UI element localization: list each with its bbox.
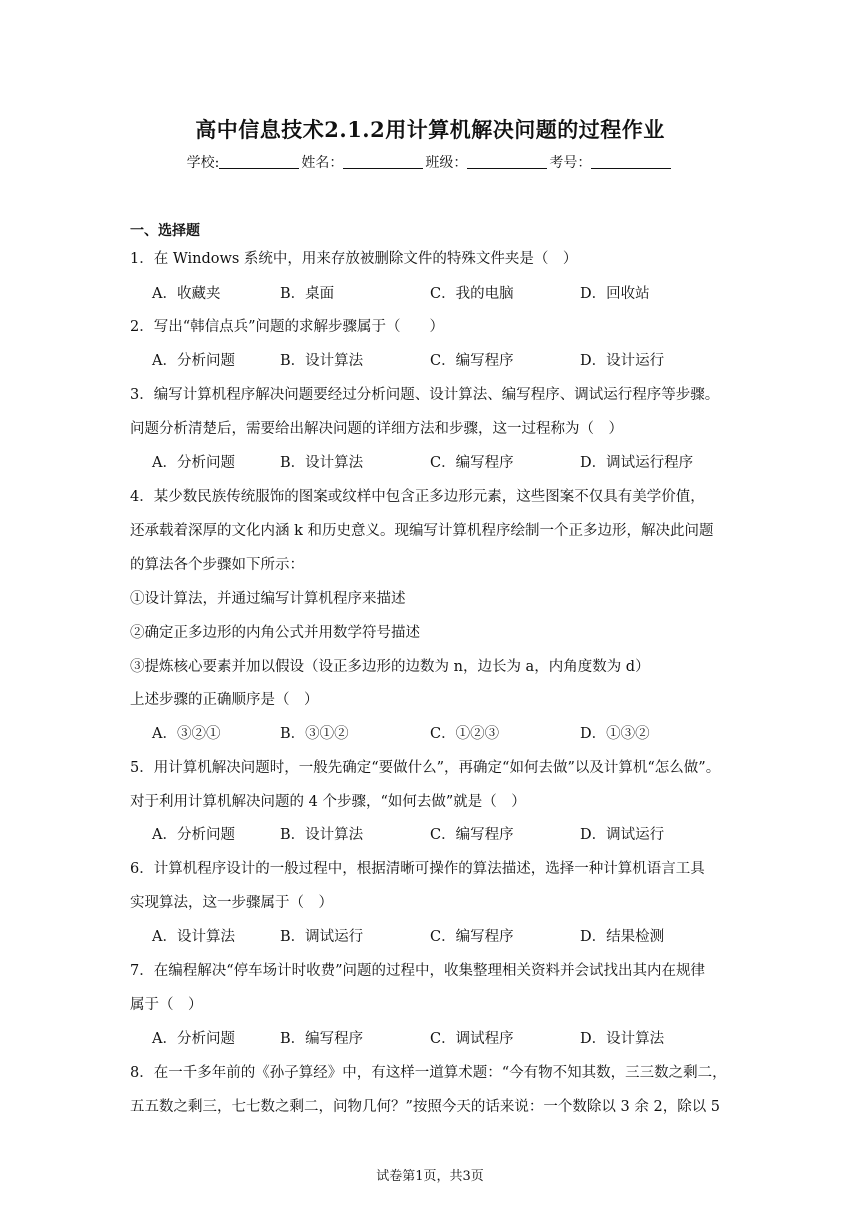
q1-option-a: A．收藏夹: [152, 286, 221, 302]
q2-option-a: A．分析问题: [152, 353, 235, 369]
q6-option-b: B．调试运行: [280, 929, 364, 945]
question-5-line-2: 对于利用计算机解决问题的 4 个步骤，“如何去做”就是（ ）: [130, 794, 526, 810]
page-footer: 试卷第1页，共3页: [376, 1169, 484, 1184]
q3-option-a: A．分析问题: [152, 455, 235, 471]
question-8-line-1: 8．在一千多年前的《孙子算经》中，有这样一道算术题：“今有物不知其数，三三数之剩二，: [130, 1065, 727, 1081]
question-3-line-2: 问题分析清楚后，需要给出解决问题的详细方法和步骤，这一过程称为（ ）: [130, 421, 623, 437]
q3-option-c: C．编写程序: [430, 455, 514, 471]
school-label: 学校:: [186, 155, 220, 171]
q7-option-c: C．调试程序: [430, 1031, 514, 1047]
q2-option-b: B．设计算法: [280, 353, 364, 369]
question-4-step-2: ②确定正多边形的内角公式并用数学符号描述: [130, 625, 420, 641]
q5-option-c: C．编写程序: [430, 827, 514, 843]
question-4-prompt: 上述步骤的正确顺序是（ ）: [130, 692, 319, 708]
question-2-text: 2．写出“韩信点兵”问题的求解步骤属于（ ）: [130, 319, 445, 335]
exam-no-label: 考号：: [549, 155, 592, 171]
q4-option-d: D．①③②: [580, 726, 650, 742]
q7-option-b: B．编写程序: [280, 1031, 364, 1047]
class-blank: [467, 154, 547, 169]
question-7-line-1: 7．在编程解决“停车场计时收费”问题的过程中，收集整理相关资料并会试找出其内在规律: [130, 963, 706, 979]
q1-option-b: B．桌面: [280, 286, 335, 302]
question-8-line-2: 五五数之剩三，七七数之剩二，问物几何？”按照今天的话来说：一个数除以 3 余 2，除以 5: [130, 1099, 721, 1115]
question-4-line-3: 的算法各个步骤如下所示：: [130, 557, 304, 573]
question-7-line-2: 属于（ ）: [130, 997, 203, 1013]
question-6-line-2: 实现算法，这一步骤属于（ ）: [130, 895, 333, 911]
q2-option-c: C．编写程序: [430, 353, 514, 369]
q6-option-d: D．结果检测: [580, 929, 665, 945]
q1-option-c: C．我的电脑: [430, 286, 514, 302]
exam-no-blank: [591, 154, 671, 169]
student-info-line: [0, 152, 860, 172]
class-label: 班级：: [425, 155, 468, 171]
q4-option-b: B．③①②: [280, 726, 349, 742]
question-6-line-1: 6．计算机程序设计的一般过程中，根据清晰可操作的算法描述，选择一种计算机语言工具: [130, 861, 705, 877]
q2-option-d: D．设计运行: [580, 353, 665, 369]
page-title: 高中信息技术2.1.2用计算机解决问题的过程作业: [195, 117, 665, 142]
name-label: 姓名：: [301, 155, 344, 171]
q7-option-d: D．设计算法: [580, 1031, 665, 1047]
q7-option-a: A．分析问题: [152, 1031, 235, 1047]
q4-option-a: A．③②①: [152, 726, 221, 742]
question-1-text: 1．在 Windows 系统中，用来存放被删除文件的特殊文件夹是（ ）: [130, 251, 578, 267]
q4-option-c: C．①②③: [430, 726, 500, 742]
question-4-step-3: ③提炼核心要素并加以假设（设正多边形的边数为 n，边长为 a，内角度数为 d）: [130, 659, 650, 675]
question-3-line-1: 3．编写计算机程序解决问题要经过分析问题、设计算法、编写程序、调试运行程序等步骤。: [130, 387, 720, 403]
question-4-step-1: ①设计算法，并通过编写计算机程序来描述: [130, 591, 406, 607]
q5-option-d: D．调试运行: [580, 827, 665, 843]
q5-option-b: B．设计算法: [280, 827, 364, 843]
q3-option-d: D．调试运行程序: [580, 455, 694, 471]
question-4-line-2: 还承载着深厚的文化内涵 k 和历史意义。现编写计算机程序绘制一个正多边形，解决此问题: [130, 523, 714, 539]
question-4-line-1: 4．某少数民族传统服饰的图案或纹样中包含正多边形元素，这些图案不仅具有美学价值，: [130, 489, 705, 505]
section-heading: 一、选择题: [130, 223, 200, 239]
school-blank: [219, 154, 299, 169]
q5-option-a: A．分析问题: [152, 827, 235, 843]
q6-option-c: C．编写程序: [430, 929, 514, 945]
q3-option-b: B．设计算法: [280, 455, 364, 471]
q6-option-a: A．设计算法: [152, 929, 235, 945]
question-5-line-1: 5．用计算机解决问题时，一般先确定“要做什么”，再确定“如何去做”以及计算机“怎么做”。: [130, 760, 721, 776]
q1-option-d: D．回收站: [580, 286, 650, 302]
name-blank: [343, 154, 423, 169]
